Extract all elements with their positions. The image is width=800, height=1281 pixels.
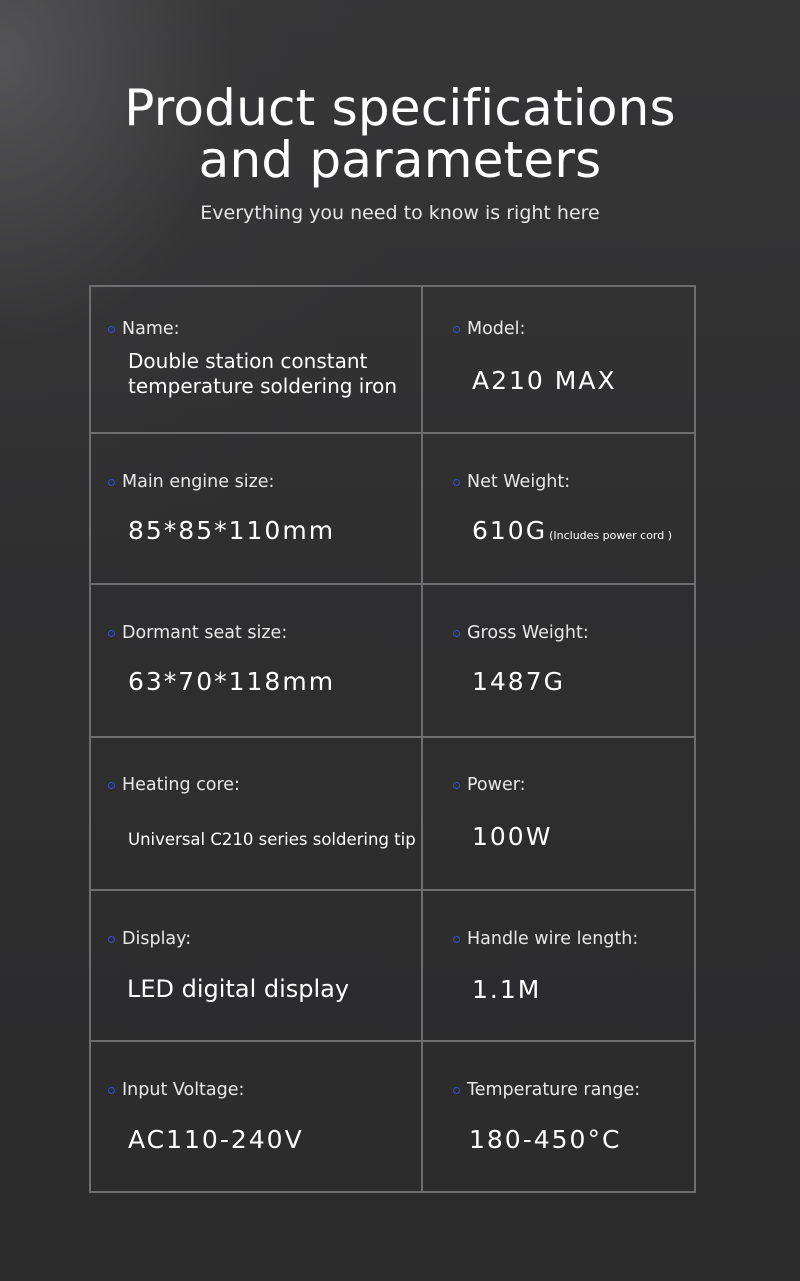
spec-cell-model — [423, 287, 696, 434]
spec-value: 63*70*118mm — [128, 667, 336, 696]
spec-note: (Includes power cord ) — [549, 529, 673, 542]
spec-label: Power: — [467, 775, 526, 795]
spec-label: Gross Weight: — [467, 623, 589, 643]
spec-value: 180-450°C — [469, 1125, 622, 1154]
spec-label: Input Voltage: — [122, 1080, 245, 1100]
spec-row — [91, 738, 696, 891]
circle-bullet-icon — [108, 630, 115, 637]
spec-label: Temperature range: — [467, 1080, 641, 1100]
spec-value: 100W — [472, 822, 553, 851]
spec-cell-gross-weight — [423, 585, 696, 738]
spec-cell-heating-core — [91, 738, 423, 891]
circle-bullet-icon — [453, 326, 460, 333]
spec-cell-engine-size — [91, 434, 423, 585]
spec-row — [91, 585, 696, 738]
circle-bullet-icon — [108, 936, 115, 943]
spec-cell-input-voltage — [91, 1042, 423, 1193]
spec-label: Dormant seat size: — [122, 623, 288, 643]
circle-bullet-icon — [453, 936, 460, 943]
spec-cell-wire-length — [423, 891, 696, 1042]
circle-bullet-icon — [453, 782, 460, 789]
circle-bullet-icon — [453, 1087, 460, 1094]
spec-label: Name: — [122, 319, 180, 339]
spec-cell-temperature-range — [423, 1042, 696, 1193]
spec-cell-seat-size — [91, 585, 423, 738]
circle-bullet-icon — [108, 479, 115, 486]
page-title — [0, 79, 800, 189]
spec-value: 1.1M — [472, 975, 542, 1004]
spec-label: Handle wire length: — [467, 929, 639, 949]
spec-value: AC110-240V — [128, 1125, 304, 1154]
circle-bullet-icon — [108, 1087, 115, 1094]
spec-row — [91, 434, 696, 585]
spec-cell-name — [91, 287, 423, 434]
circle-bullet-icon — [453, 630, 460, 637]
page-subtitle: Everything you need to know is right here — [200, 202, 600, 224]
spec-row — [91, 287, 696, 434]
spec-table — [89, 285, 696, 1193]
spec-cell-power — [423, 738, 696, 891]
spec-value: A210 MAX — [472, 366, 617, 395]
spec-row — [91, 891, 696, 1042]
spec-value: LED digital display — [127, 975, 350, 1003]
spec-label: Model: — [467, 319, 526, 339]
spec-value: 85*85*110mm — [128, 516, 336, 545]
spec-value: Universal C210 series soldering tip — [128, 830, 416, 849]
spec-value: 610G (Includes power cord ) — [472, 516, 673, 545]
circle-bullet-icon — [108, 326, 115, 333]
spec-cell-display — [91, 891, 423, 1042]
circle-bullet-icon — [108, 782, 115, 789]
title-line-2: and parameters — [198, 131, 602, 189]
spec-value: 1487G — [472, 667, 565, 696]
spec-cell-net-weight — [423, 434, 696, 585]
spec-label: Display: — [122, 929, 192, 949]
spec-label: Net Weight: — [467, 472, 571, 492]
spec-label: Main engine size: — [122, 472, 275, 492]
spec-value: Double station constant temperature soldering iron — [128, 349, 398, 398]
title-line-1: Product specifications — [124, 79, 676, 137]
circle-bullet-icon — [453, 479, 460, 486]
spec-label: Heating core: — [122, 775, 240, 795]
spec-row — [91, 1042, 696, 1193]
